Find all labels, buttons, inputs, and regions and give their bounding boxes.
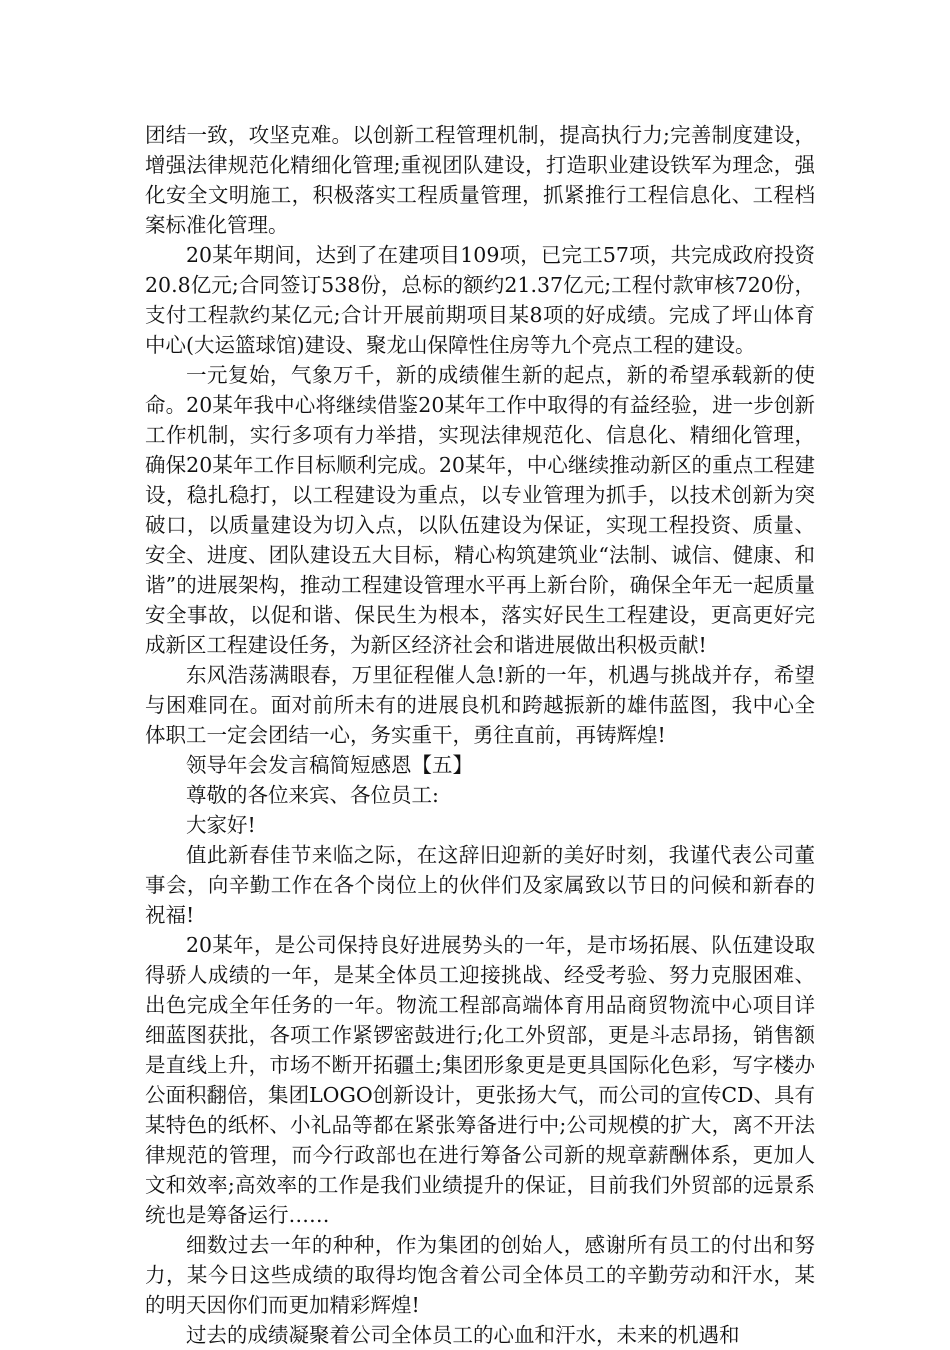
greeting: 大家好!	[186, 813, 256, 837]
paragraph-4: 东风浩荡满眼春，万里征程催人急!新的一年，机遇与挑战并存，希望与困难同在。面对前所未有的进展良机和跨越振新的雄伟蓝图，我中心全体职工一定会团结一心，务实重干，勇往直前，再铸辉煌!	[145, 663, 815, 747]
salutation: 尊敬的各位来宾、各位员工:	[186, 783, 439, 807]
document-page	[145, 120, 815, 1350]
paragraph-6: 20某年，是公司保持良好进展势头的一年，是市场拓展、队伍建设取得骄人成绩的一年，是某全体员工迎接挑战、经受考验、努力克服困难、出色完成全年任务的一年。物流工程部高端体育用品商贸物流中心项目详细蓝图获批，各项工作紧锣密鼓进行;化工外贸部，更是斗志昂扬，销售额是直线上升，市场不断开拓疆土;集团形象更是更具国际化色彩，写字楼办公面积翻倍，集团LOGO创新设计，更张扬大气，而公司的宣传CD、具有某特色的纸杯、小礼品等都在紧张筹备进行中;公司规模的扩大，离不开法律规范的管理，而今行政部也在进行筹备公司新的规章薪酬体系，更加人文和效率;高效率的工作是我们业绩提升的保证，目前我们外贸部的远景系统也是筹备运行……	[145, 933, 815, 1227]
paragraph-8: 过去的成绩凝聚着公司全体员工的心血和汗水，未来的机遇和	[186, 1323, 740, 1347]
paragraph-2: 20某年期间，达到了在建项目109项，已完工57项，共完成政府投资20.8亿元;合同签订538份，总标的额约21.37亿元;工程付款审核720份，支付工程款约某亿元;合计开展前期项目某8项的好成绩。完成了坪山体育中心(大运篮球馆)建设、聚龙山保障性住房等九个亮点工程的建设。	[145, 243, 815, 357]
paragraph-3: 一元复始，气象万千，新的成绩催生新的起点，新的希望承载新的使命。20某年我中心将继续借鉴20某年工作中取得的有益经验，进一步创新工作机制，实行多项有力举措，实现法律规范化、信息化、精细化管理，确保20某年工作目标顺利完成。20某年，中心继续推动新区的重点工程建设，稳扎稳打，以工程建设为重点，以专业管理为抓手，以技术创新为突破口，以质量建设为切入点，以队伍建设为保证，实现工程投资、质量、安全、进度、团队建设五大目标，精心构筑建筑业“法制、诚信、健康、和谐”的进展架构，推动工程建设管理水平再上新台阶，确保全年无一起质量安全事故，以促和谐、保民生为根本，落实好民生工程建设，更高更好完成新区工程建设任务，为新区经济社会和谐进展做出积极贡献!	[145, 363, 815, 657]
paragraph-7: 细数过去一年的种种，作为集团的创始人，感谢所有员工的付出和努力，某今日这些成绩的取得均饱含着公司全体员工的辛勤劳动和汗水，某的明天因你们而更加精彩辉煌!	[145, 1233, 815, 1317]
paragraph-1: 团结一致，攻坚克难。以创新工程管理机制，提高执行力;完善制度建设，增强法律规范化精细化管理;重视团队建设，打造职业建设铁军为理念，强化安全文明施工，积极落实工程质量管理，抓紧推行工程信息化、工程档案标准化管理。	[145, 123, 815, 237]
section-heading: 领导年会发言稿简短感恩【五】	[186, 753, 473, 777]
paragraph-5: 值此新春佳节来临之际，在这辞旧迎新的美好时刻，我谨代表公司董事会，向辛勤工作在各个岗位上的伙伴们及家属致以节日的问候和新春的祝福!	[145, 843, 815, 927]
